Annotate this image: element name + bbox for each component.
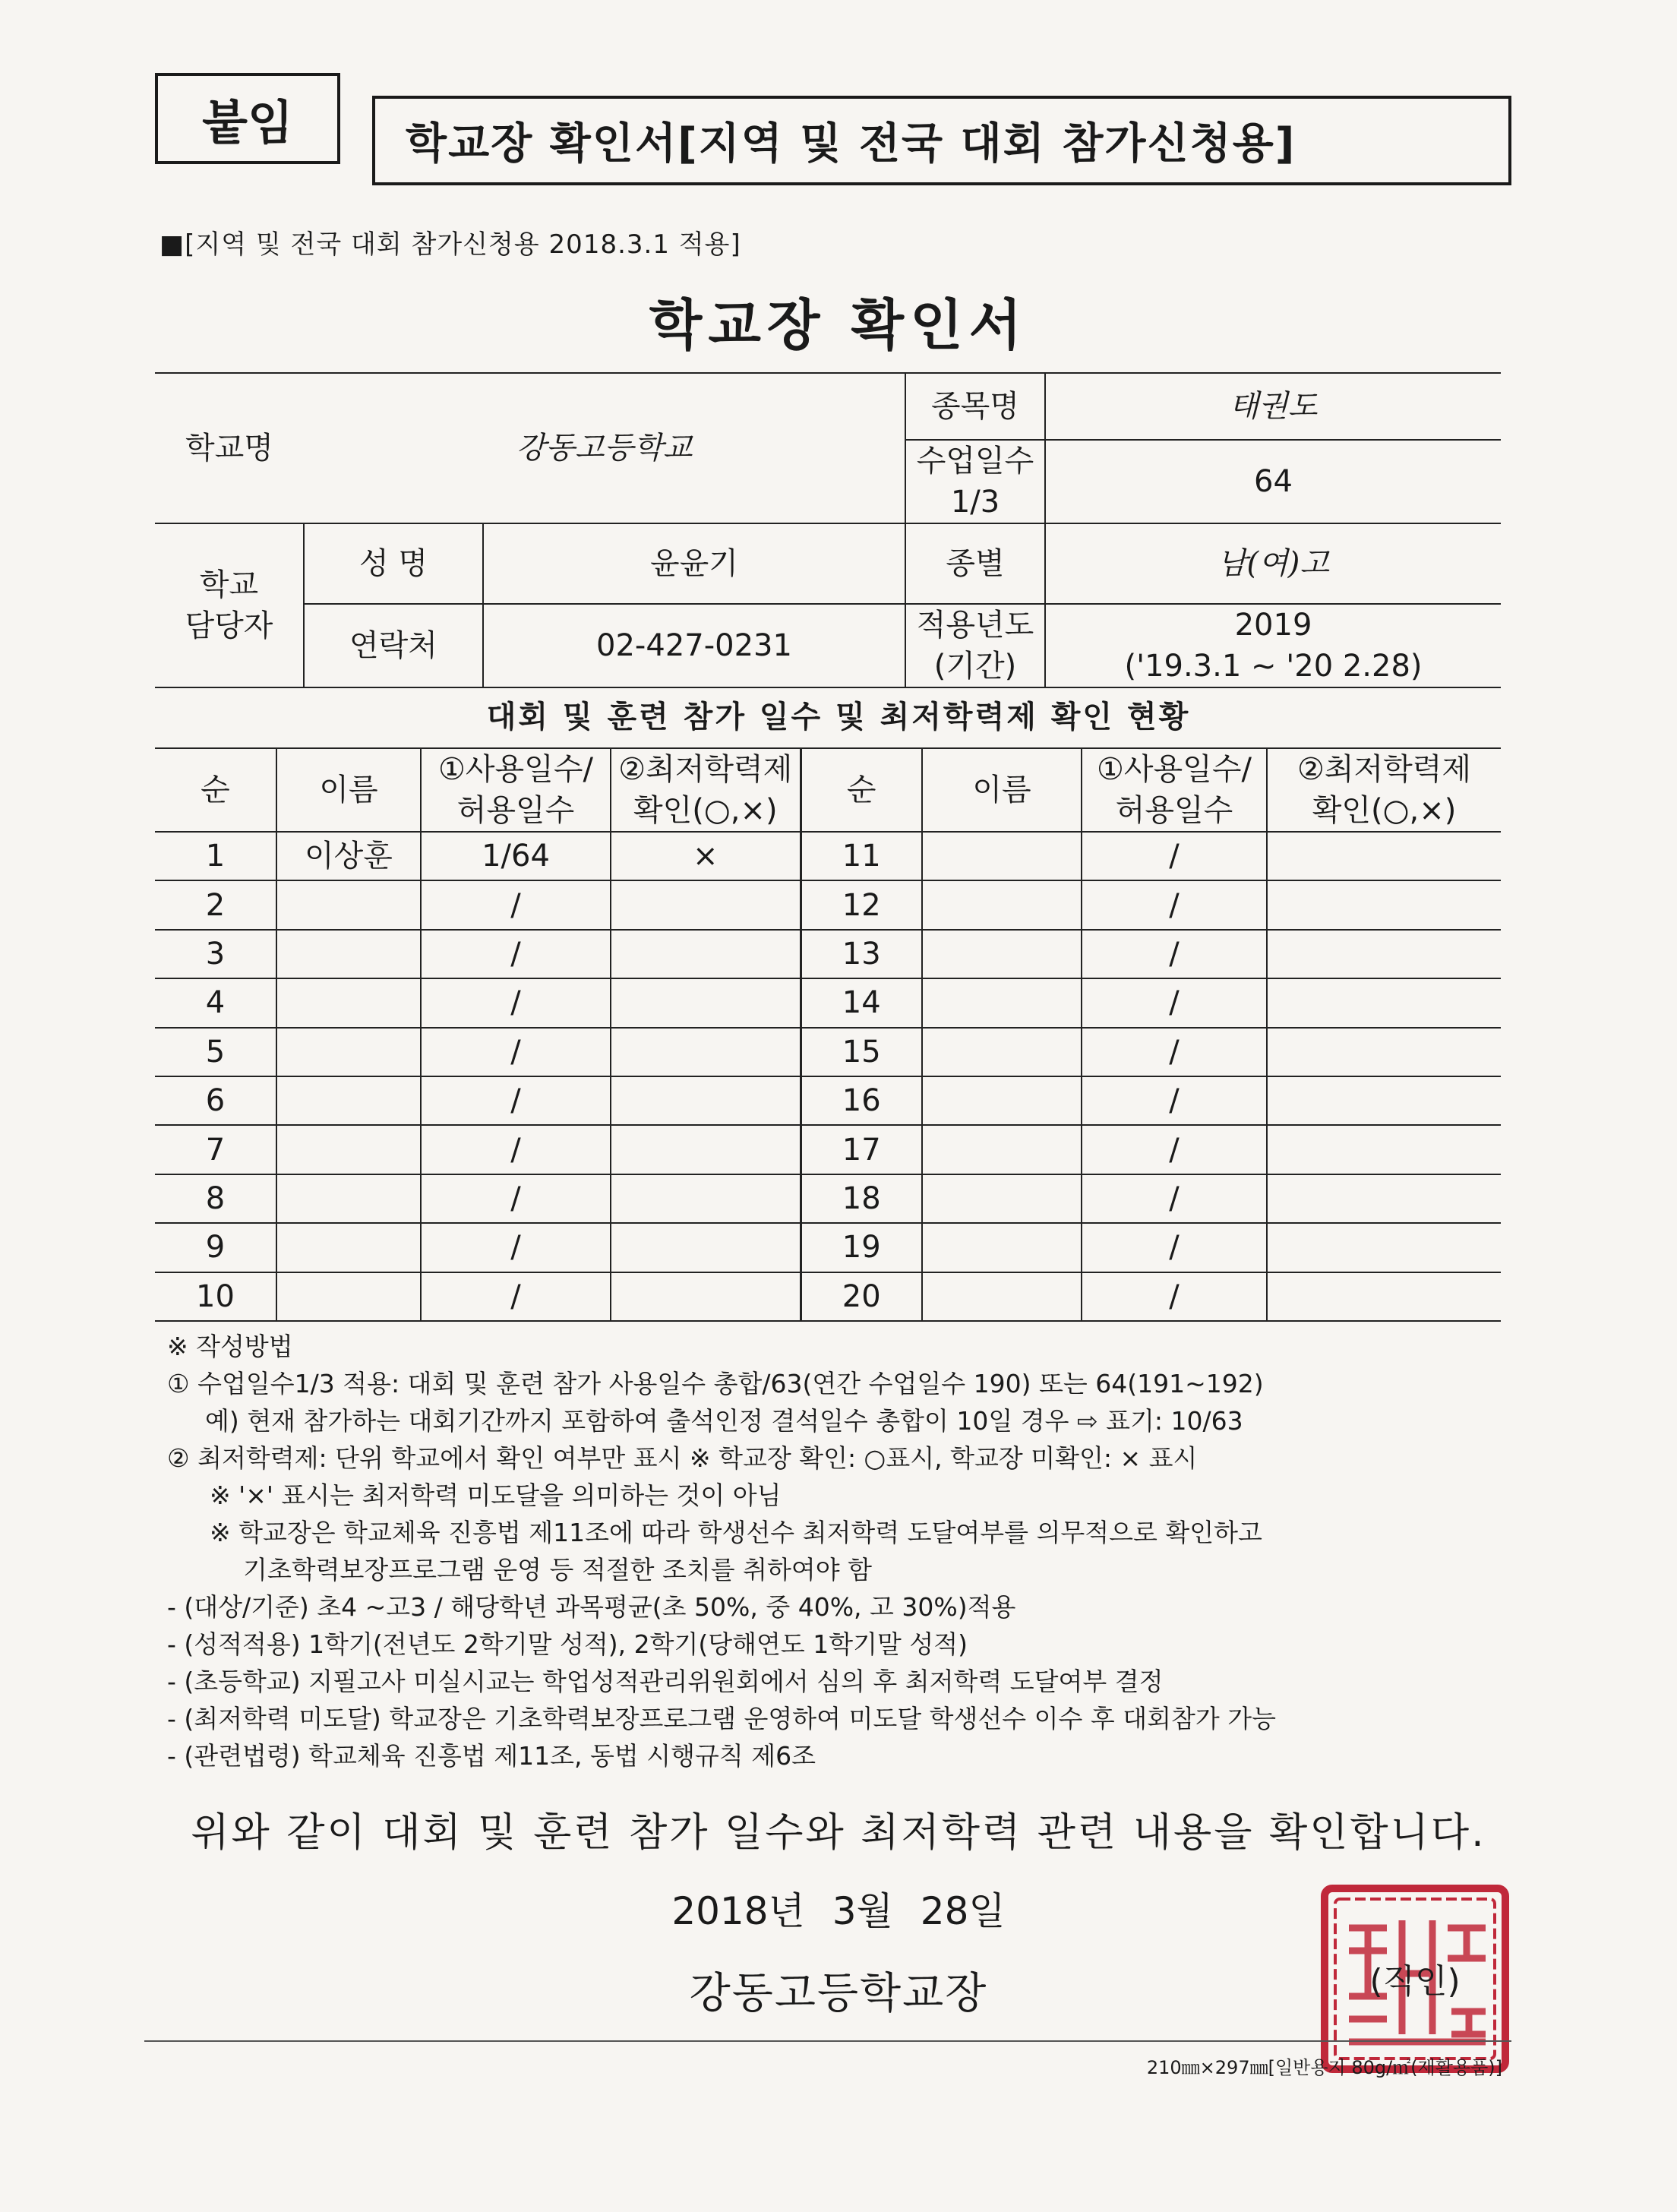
cell-name: [922, 1125, 1082, 1174]
instruction-line: ※ '×' 표시는 최저학력 미도달을 의미하는 것이 아님: [210, 1480, 782, 1510]
school-info-table: [155, 372, 1501, 688]
cell-no: 2: [155, 880, 276, 929]
cell-name: [276, 1028, 421, 1076]
cell-check: [1267, 1223, 1501, 1272]
table-row: [155, 832, 1501, 880]
cell-name: [922, 930, 1082, 978]
header-days: ①사용일수/ 허용일수: [421, 748, 611, 832]
cell-no: 16: [801, 1076, 922, 1125]
cell-check: [1267, 832, 1501, 880]
table-row: [155, 880, 1501, 929]
issue-date: 2018년 3월 28일: [671, 1889, 1006, 1933]
cell-check: [1267, 1174, 1501, 1223]
form-heading: 학교장 확인서[지역 및 전국 대회 참가신청용]: [372, 96, 1511, 185]
attachment-label: 붙임: [155, 73, 340, 164]
header-name: 이름: [922, 748, 1082, 832]
cell-name: [922, 832, 1082, 880]
cell-no: 5: [155, 1028, 276, 1076]
event-label: 종목명: [905, 373, 1045, 440]
cell-no: 12: [801, 880, 922, 929]
cell-check: [611, 1174, 801, 1223]
cell-check: [611, 1028, 801, 1076]
cell-check: [611, 1076, 801, 1125]
cell-check: [611, 880, 801, 929]
cell-days: /: [421, 1174, 611, 1223]
manager-label: 학교 담당자: [155, 523, 304, 687]
cell-check: [1267, 1076, 1501, 1125]
cell-name: [922, 1223, 1082, 1272]
year-label: 적용년도 (기간): [905, 604, 1045, 687]
cell-days: /: [1082, 1028, 1267, 1076]
cell-no: 13: [801, 930, 922, 978]
cell-name: [276, 1272, 421, 1321]
cell-no: 1: [155, 832, 276, 880]
gender-value: 남(여)고: [1045, 523, 1501, 604]
header-no: 순: [155, 748, 276, 832]
cell-days: /: [421, 1223, 611, 1272]
instruction-line: - (초등학교) 지필고사 미실시교는 학업성적관리위원회에서 심의 후 최저학력 도달여부 결정: [167, 1667, 1164, 1696]
cell-name: [922, 978, 1082, 1027]
header-name: 이름: [276, 748, 421, 832]
cell-days: /: [421, 880, 611, 929]
official-seal-icon: [1319, 1882, 1511, 2075]
table-row: [155, 930, 1501, 978]
instruction-line: 기초학력보장프로그램 운영 등 적절한 조치를 취하여야 함: [243, 1555, 873, 1585]
section-title: 대회 및 훈련 참가 일수 및 최저학력제 확인 현황: [486, 700, 1191, 735]
cell-days: /: [1082, 1076, 1267, 1125]
year-value: 2019 ('19.3.1 ~ '20 2.28): [1045, 604, 1501, 687]
cell-days: /: [421, 978, 611, 1027]
cell-days: 1/64: [421, 832, 611, 880]
document-title: 학교장 확인서: [649, 293, 1028, 357]
instruction-line: ① 수업일수1/3 적용: 대회 및 훈련 참가 사용일수 총합/63(연간 수업일수 190) 또는 64(191~192): [167, 1369, 1264, 1398]
class-days-label: 수업일수 1/3: [905, 440, 1045, 523]
cell-check: [611, 978, 801, 1027]
cell-name: [276, 1223, 421, 1272]
cell-no: 7: [155, 1125, 276, 1174]
school-name-value: 강동고등학교: [304, 373, 905, 523]
cell-check: [1267, 1272, 1501, 1321]
table-row: [155, 978, 1501, 1027]
header-no: 순: [801, 748, 922, 832]
contact-label: 연락처: [304, 604, 483, 687]
principal-signature: 강동고등학교장: [689, 1969, 988, 2018]
instruction-line: ② 최저학력제: 단위 학교에서 확인 여부만 표시 ※ 학교장 확인: ○표시, 학교장 미확인: × 표시: [167, 1443, 1198, 1473]
cell-no: 17: [801, 1125, 922, 1174]
cell-name: [922, 1174, 1082, 1223]
cell-no: 18: [801, 1174, 922, 1223]
cell-no: 19: [801, 1223, 922, 1272]
cell-name: [922, 1028, 1082, 1076]
application-notice: ■[지역 및 전국 대회 참가신청용 2018.3.1 적용]: [159, 229, 741, 260]
cell-days: /: [421, 1125, 611, 1174]
cell-no: 9: [155, 1223, 276, 1272]
header-days: ①사용일수/ 허용일수: [1082, 748, 1267, 832]
header-check: ②최저학력제 확인(○,×): [611, 748, 801, 832]
cell-days: /: [421, 1028, 611, 1076]
cell-days: /: [1082, 1174, 1267, 1223]
cell-check: [1267, 1028, 1501, 1076]
instruction-line: - (최저학력 미도달) 학교장은 기초학력보장프로그램 운영하여 미도달 학생선수 이수 후 대회참가 가능: [167, 1704, 1277, 1733]
cell-days: /: [1082, 880, 1267, 929]
manager-name-label: 성 명: [304, 523, 483, 604]
cell-name: [922, 880, 1082, 929]
cell-name: 이상훈: [276, 832, 421, 880]
class-days-value: 64: [1045, 440, 1501, 523]
cell-days: /: [1082, 832, 1267, 880]
manager-name-value: 윤윤기: [483, 523, 905, 604]
cell-no: 6: [155, 1076, 276, 1125]
instructions-title: ※ 작성방법: [167, 1332, 293, 1361]
cell-check: [611, 1125, 801, 1174]
cell-days: /: [1082, 978, 1267, 1027]
cell-days: /: [421, 1272, 611, 1321]
cell-name: [276, 1125, 421, 1174]
cell-days: /: [421, 1076, 611, 1125]
cell-no: 20: [801, 1272, 922, 1321]
cell-name: [922, 1076, 1082, 1125]
cell-days: /: [1082, 1223, 1267, 1272]
cell-name: [922, 1272, 1082, 1321]
cell-check: [1267, 930, 1501, 978]
cell-check: [611, 930, 801, 978]
cell-check: [1267, 978, 1501, 1027]
cell-name: [276, 930, 421, 978]
cell-name: [276, 978, 421, 1027]
cell-name: [276, 1076, 421, 1125]
instruction-line: - (대상/기준) 초4 ~고3 / 해당학년 과목평균(초 50%, 중 40%, 고 30%)적용: [167, 1592, 1016, 1622]
table-row: [155, 1076, 1501, 1125]
cell-name: [276, 880, 421, 929]
gender-label: 종별: [905, 523, 1045, 604]
table-row: [155, 1223, 1501, 1272]
instructions: [167, 1328, 1504, 1774]
cell-no: 14: [801, 978, 922, 1027]
participation-table: [155, 747, 1501, 1322]
cell-days: /: [421, 930, 611, 978]
cell-check: [611, 1272, 801, 1321]
confirmation-statement: 위와 같이 대회 및 훈련 참가 일수와 최저학력 관련 내용을 확인합니다.: [191, 1810, 1486, 1856]
instruction-line: - (성적적용) 1학기(전년도 2학기말 성적), 2학기(당해연도 1학기말 성적): [167, 1629, 968, 1659]
instruction-line: - (관련법령) 학교체육 진흥법 제11조, 동법 시행규칙 제6조: [167, 1741, 816, 1771]
table-row: [155, 1125, 1501, 1174]
cell-check: [611, 1223, 801, 1272]
cell-check: [1267, 880, 1501, 929]
contact-value: 02-427-0231: [483, 604, 905, 687]
cell-no: 15: [801, 1028, 922, 1076]
cell-no: 8: [155, 1174, 276, 1223]
footer-divider: [144, 2040, 1511, 2042]
seal-label: (직인): [1369, 1962, 1461, 2001]
cell-days: /: [1082, 1272, 1267, 1321]
cell-days: /: [1082, 930, 1267, 978]
table-row: [155, 1028, 1501, 1076]
event-value: 태권도: [1045, 373, 1501, 440]
header-check: ②최저학력제 확인(○,×): [1267, 748, 1501, 832]
paper-spec: 210㎜×297㎜[일반용지 80g/㎡(재활용품)]: [1146, 2057, 1502, 2078]
instruction-line: 예) 현재 참가하는 대회기간까지 포함하여 출석인정 결석일수 총합이 10일 경우 ⇨ 표기: 10/63: [205, 1406, 1243, 1436]
school-name-label: 학교명: [155, 373, 304, 523]
cell-name: [276, 1174, 421, 1223]
table-row: [155, 1272, 1501, 1321]
cell-no: 10: [155, 1272, 276, 1321]
cell-check: ×: [611, 832, 801, 880]
cell-no: 3: [155, 930, 276, 978]
cell-no: 11: [801, 832, 922, 880]
table-row: [155, 1174, 1501, 1223]
cell-days: /: [1082, 1125, 1267, 1174]
cell-no: 4: [155, 978, 276, 1027]
instruction-line: ※ 학교장은 학교체육 진흥법 제11조에 따라 학생선수 최저학력 도달여부를 의무적으로 확인하고: [210, 1518, 1262, 1547]
cell-check: [1267, 1125, 1501, 1174]
